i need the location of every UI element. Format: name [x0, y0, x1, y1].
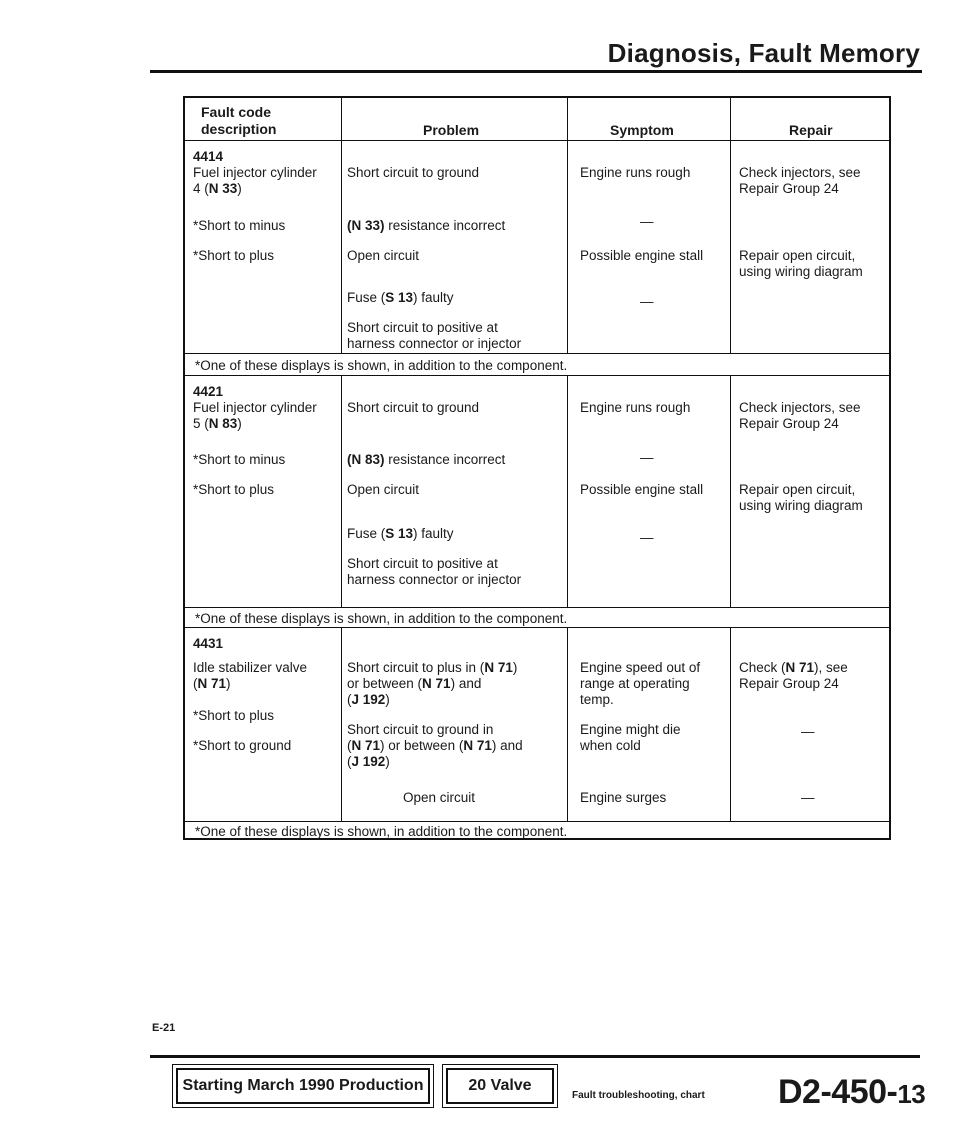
page-code: E-21 [152, 1022, 176, 1034]
footer-caption: Fault troubleshooting, chart [572, 1090, 705, 1101]
problem-text: Open circuit [403, 790, 476, 805]
problem-text: (N 33) resistance incorrect [347, 218, 506, 233]
problem-text: Open circuit [347, 248, 420, 263]
repair-text: — [801, 790, 815, 805]
header-symptom: Symptom [610, 122, 674, 138]
short-to-minus: *Short to minus [193, 452, 286, 467]
row-divider [185, 375, 889, 376]
problem-text: Fuse (S 13) faulty [347, 290, 454, 305]
symptom-text: — [640, 294, 654, 309]
symptom-text: Engine speed out of range at operating temp. [580, 660, 701, 707]
repair-text: Repair open circuit, using wiring diagram [739, 248, 863, 279]
symptom-text: Engine surges [580, 790, 667, 805]
symptom-text: — [640, 450, 654, 465]
problem-text: Short circuit to ground [347, 165, 480, 180]
symptom-text: Engine runs rough [580, 165, 691, 180]
footnote: *One of these displays is shown, in addition to the component. [195, 824, 568, 839]
problem-text: Short circuit to ground in (N 71) or between (N 71) and (J 192) [347, 722, 523, 769]
problem-text: (N 83) resistance incorrect [347, 452, 506, 467]
symptom-text: Engine runs rough [580, 400, 691, 415]
col-divider [730, 375, 731, 607]
symptom-text: Possible engine stall [580, 248, 704, 263]
problem-text: Short circuit to plus in (N 71) or between (N 71) and (J 192) [347, 660, 518, 707]
short-to-plus: *Short to plus [193, 482, 275, 497]
col-divider [567, 98, 568, 353]
col-divider [341, 627, 342, 821]
row-divider [185, 607, 889, 608]
col-divider [567, 627, 568, 821]
row-divider [185, 353, 889, 354]
col-divider [730, 98, 731, 353]
header-problem: Problem [423, 122, 480, 138]
col-divider [567, 375, 568, 607]
row-divider [185, 821, 889, 822]
col-divider [341, 98, 342, 353]
col-divider [730, 627, 731, 821]
header-divider [185, 140, 889, 141]
bottom-rule [150, 1055, 920, 1058]
row-divider [185, 627, 889, 628]
repair-text: Check injectors, see Repair Group 24 [739, 400, 861, 431]
footnote: *One of these displays is shown, in addition to the component. [195, 358, 568, 373]
symptom-text: — [640, 530, 654, 545]
fault-description: Fuel injector cylinder 4 (N 33) [193, 165, 317, 196]
short-to-plus: *Short to plus [193, 248, 275, 263]
symptom-text: Engine might die when cold [580, 722, 681, 753]
header-repair: Repair [789, 122, 833, 138]
problem-text: Short circuit to positive at harness connector or injector [347, 556, 522, 587]
fault-code-4431: 4431 [193, 636, 224, 651]
symptom-text: — [640, 214, 654, 229]
short-to-minus: *Short to minus [193, 218, 286, 233]
fault-code-4421: 4421 [193, 384, 224, 399]
title-rule [150, 70, 922, 73]
fault-code-4414: 4414 [193, 149, 224, 164]
problem-text: Short circuit to ground [347, 400, 480, 415]
repair-text: Check (N 71), see Repair Group 24 [739, 660, 848, 691]
production-label: Starting March 1990 Production [176, 1068, 430, 1104]
repair-text: Repair open circuit, using wiring diagram [739, 482, 863, 513]
page-title: Diagnosis, Fault Memory [607, 38, 920, 68]
fault-description: Idle stabilizer valve (N 71) [193, 660, 308, 691]
short-to-ground: *Short to ground [193, 738, 292, 753]
problem-text: Open circuit [347, 482, 420, 497]
fault-description: Fuel injector cylinder 5 (N 83) [193, 400, 317, 431]
repair-text: Check injectors, see Repair Group 24 [739, 165, 861, 196]
col-divider [341, 375, 342, 607]
valve-label: 20 Valve [446, 1068, 554, 1104]
short-to-plus: *Short to plus [193, 708, 275, 723]
problem-text: Fuse (S 13) faulty [347, 526, 454, 541]
document-reference: D2-450-13 [778, 1073, 926, 1111]
header-description: Fault code description [201, 104, 277, 137]
symptom-text: Possible engine stall [580, 482, 704, 497]
footnote: *One of these displays is shown, in addition to the component. [195, 611, 568, 626]
fault-memory-table [183, 96, 891, 840]
problem-text: Short circuit to positive at harness connector or injector [347, 320, 522, 351]
repair-text: — [801, 724, 815, 739]
